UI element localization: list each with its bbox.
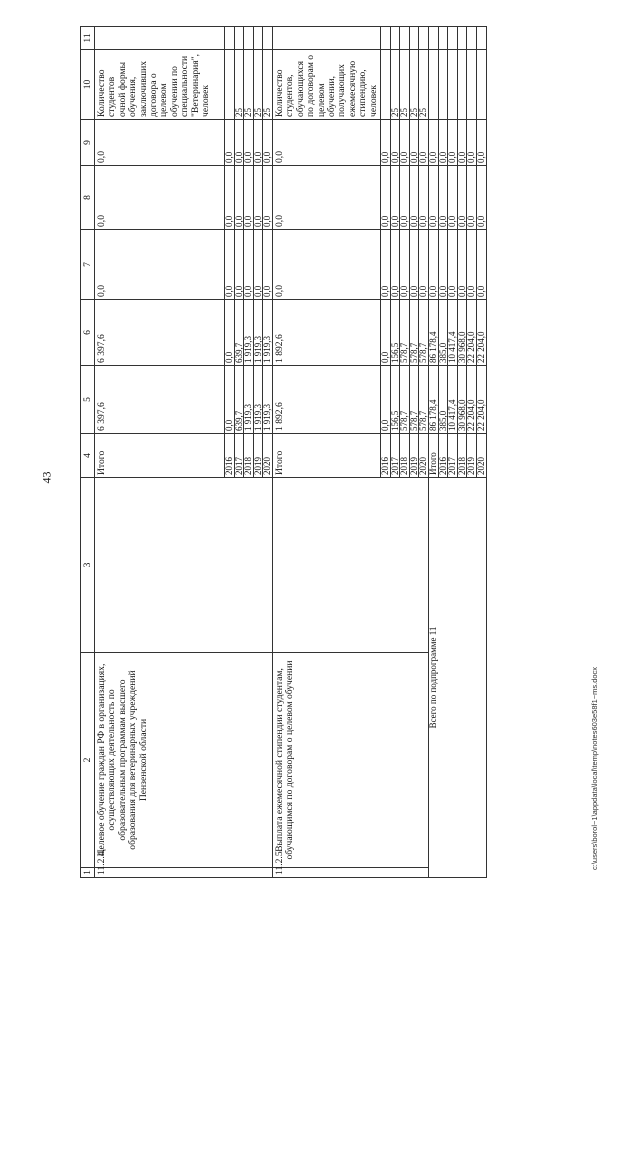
year-value: 0,0 (253, 166, 263, 230)
total-value: 0,0 (272, 166, 380, 230)
year-value: 1 919,3 (263, 300, 273, 366)
year-value: 0,0 (419, 230, 429, 300)
total-value: 0,0 (95, 166, 225, 230)
year-value: 0,0 (381, 366, 391, 434)
year-value: 0,0 (419, 120, 429, 166)
year-value (225, 50, 235, 120)
year-value: 0,0 (419, 166, 429, 230)
year-value: 10 417,4 (448, 366, 458, 434)
empty-cell (476, 50, 486, 120)
year-value: 0,0 (390, 166, 400, 230)
year-value: 1 919,3 (263, 366, 273, 434)
year-label: 2020 (476, 434, 486, 478)
year-value: 0,0 (438, 166, 448, 230)
year-value: 0,0 (448, 120, 458, 166)
column-number-header: 4 (81, 434, 95, 478)
column-number-header: 6 (81, 300, 95, 366)
empty-cell (390, 27, 400, 50)
column-number-header: 2 (81, 653, 95, 868)
activity-name: Целевое обучение граждан РФ в организациях, осуществляющих деятельность по образовательным программам высшего образования для ветеринарных учреждений Пензенской области (95, 653, 273, 868)
empty-cell (429, 50, 439, 120)
year-value: 0,0 (225, 366, 235, 434)
total-value: 0,0 (429, 120, 439, 166)
empty-cell (419, 27, 429, 50)
total-value: 86 178,4 (429, 300, 439, 366)
year-value (381, 50, 391, 120)
empty-cell (263, 27, 273, 50)
year-value: 0,0 (400, 230, 410, 300)
total-label: Итого (95, 434, 225, 478)
year-value: 25 (244, 50, 254, 120)
year-value: 0,0 (263, 166, 273, 230)
year-value: 0,0 (234, 120, 244, 166)
subprogram-total-row (429, 27, 439, 878)
empty-cell (438, 50, 448, 120)
year-value: 30 968,0 (457, 366, 467, 434)
year-value: 1 919,3 (244, 300, 254, 366)
year-value: 25 (253, 50, 263, 120)
year-value: 25 (419, 50, 429, 120)
program-table (80, 26, 487, 878)
year-label: 2019 (253, 434, 263, 478)
year-value: 156,5 (390, 366, 400, 434)
column-number-header: 5 (81, 366, 95, 434)
year-label: 2018 (244, 434, 254, 478)
table-body (81, 27, 487, 878)
year-label: 2017 (448, 434, 458, 478)
year-value: 578,7 (409, 366, 419, 434)
activity-row (272, 27, 380, 878)
year-value: 0,0 (244, 230, 254, 300)
year-value: 578,7 (419, 300, 429, 366)
year-value: 30 968,0 (457, 300, 467, 366)
year-value: 0,0 (390, 230, 400, 300)
column-number-header: 10 (81, 50, 95, 120)
empty-cell (409, 27, 419, 50)
year-value: 385,0 (438, 300, 448, 366)
year-value: 0,0 (409, 166, 419, 230)
year-value: 0,0 (225, 120, 235, 166)
empty-cell (457, 50, 467, 120)
year-value: 0,0 (253, 120, 263, 166)
empty-cell (457, 27, 467, 50)
year-value: 0,0 (390, 120, 400, 166)
year-label: 2017 (234, 434, 244, 478)
activity-row (95, 27, 225, 878)
empty-cell (438, 27, 448, 50)
year-label: 2016 (438, 434, 448, 478)
empty-cell (272, 27, 380, 50)
year-value: 0,0 (244, 120, 254, 166)
year-label: 2019 (409, 434, 419, 478)
empty-cell (225, 27, 235, 50)
year-value: 0,0 (225, 230, 235, 300)
empty-cell (429, 27, 439, 50)
year-value: 0,0 (409, 120, 419, 166)
empty-cell (95, 27, 225, 50)
total-label: Итого (272, 434, 380, 478)
year-value: 0,0 (253, 230, 263, 300)
indicator-text: Количество студентов, обучающихся по договорам о целевом обучении, получающих ежемесячную стипендию, человек (272, 50, 380, 120)
empty-cell (400, 27, 410, 50)
year-label: 2016 (381, 434, 391, 478)
year-value: 0,0 (400, 120, 410, 166)
year-value: 0,0 (225, 166, 235, 230)
year-value: 578,7 (409, 300, 419, 366)
empty-cell (467, 50, 477, 120)
total-value: 86 178,4 (429, 366, 439, 434)
total-value: 6 397,6 (95, 366, 225, 434)
year-value: 1 919,3 (244, 366, 254, 434)
year-value: 0,0 (457, 166, 467, 230)
year-value: 578,7 (419, 366, 429, 434)
total-value: 0,0 (272, 230, 380, 300)
total-value: 0,0 (95, 230, 225, 300)
year-value: 25 (263, 50, 273, 120)
year-value: 22 204,0 (476, 300, 486, 366)
activity-number: 11.2.4. (95, 868, 273, 878)
empty-cell (381, 27, 391, 50)
empty-cell (476, 27, 486, 50)
executor-cell (272, 478, 428, 653)
year-value: 0,0 (263, 230, 273, 300)
year-label: 2017 (390, 434, 400, 478)
year-value: 0,0 (381, 230, 391, 300)
total-value: 0,0 (429, 230, 439, 300)
footer-file-path: c:\users\borol~1\appdata\local\temp\notes603e58f1~ms.docx (590, 666, 599, 870)
year-value: 0,0 (476, 230, 486, 300)
column-number-header: 8 (81, 166, 95, 230)
column-number-header: 3 (81, 478, 95, 653)
total-value: 1 892,6 (272, 366, 380, 434)
year-value: 22 204,0 (476, 366, 486, 434)
year-value: 0,0 (476, 166, 486, 230)
header-row (81, 27, 95, 878)
year-value: 25 (409, 50, 419, 120)
year-value: 25 (390, 50, 400, 120)
year-value: 639,7 (234, 300, 244, 366)
empty-cell (467, 27, 477, 50)
executor-cell (95, 478, 273, 653)
year-value: 25 (400, 50, 410, 120)
activity-name: Выплата ежемесячной стипендии студентам, обучающимся по договорам о целевом обучении (272, 653, 428, 868)
total-value: 0,0 (272, 120, 380, 166)
year-label: 2020 (419, 434, 429, 478)
year-value: 22 204,0 (467, 300, 477, 366)
year-value: 10 417,4 (448, 300, 458, 366)
year-value: 0,0 (467, 166, 477, 230)
year-value: 0,0 (438, 230, 448, 300)
year-value: 0,0 (234, 230, 244, 300)
year-value: 156,5 (390, 300, 400, 366)
page-number: 43 (39, 471, 54, 484)
empty-cell (448, 27, 458, 50)
year-value: 0,0 (476, 120, 486, 166)
year-value: 0,0 (448, 166, 458, 230)
subprogram-total-label: Всего по подпрограмме 11 (429, 478, 487, 878)
year-value: 25 (234, 50, 244, 120)
year-label: 2018 (400, 434, 410, 478)
year-value: 1 919,3 (253, 366, 263, 434)
year-value: 578,7 (400, 366, 410, 434)
year-value: 0,0 (448, 230, 458, 300)
year-label: 2018 (457, 434, 467, 478)
activity-number: 11.2.5. (272, 868, 428, 878)
column-number-header: 7 (81, 230, 95, 300)
year-value: 0,0 (381, 166, 391, 230)
empty-cell (234, 27, 244, 50)
year-value: 0,0 (467, 230, 477, 300)
year-value: 578,7 (400, 300, 410, 366)
year-value: 0,0 (457, 230, 467, 300)
year-label: 2016 (225, 434, 235, 478)
year-value: 0,0 (263, 120, 273, 166)
year-label: 2019 (467, 434, 477, 478)
rotated-page-content (80, 27, 608, 878)
empty-cell (253, 27, 263, 50)
year-value: 22 204,0 (467, 366, 477, 434)
year-value: 0,0 (409, 230, 419, 300)
total-value: 1 892,6 (272, 300, 380, 366)
empty-cell (244, 27, 254, 50)
year-value: 0,0 (457, 120, 467, 166)
column-number-header: 1 (81, 868, 95, 878)
year-value: 0,0 (438, 120, 448, 166)
empty-cell (448, 50, 458, 120)
column-number-header: 11 (81, 27, 95, 50)
total-label: Итого (429, 434, 439, 478)
year-label: 2020 (263, 434, 273, 478)
year-value: 0,0 (225, 300, 235, 366)
year-value: 639,7 (234, 366, 244, 434)
year-value: 0,0 (400, 166, 410, 230)
year-value: 0,0 (244, 166, 254, 230)
year-value: 385,0 (438, 366, 448, 434)
column-number-header: 9 (81, 120, 95, 166)
year-value: 0,0 (381, 300, 391, 366)
total-value: 0,0 (429, 166, 439, 230)
year-value: 0,0 (467, 120, 477, 166)
year-value: 0,0 (234, 166, 244, 230)
year-value: 0,0 (381, 120, 391, 166)
year-value: 1 919,3 (253, 300, 263, 366)
indicator-text: Количество студентов очной формы обучения, заключивших договора о целевом обучении по специальности "Ветеринария", человек (95, 50, 225, 120)
total-value: 6 397,6 (95, 300, 225, 366)
total-value: 0,0 (95, 120, 225, 166)
